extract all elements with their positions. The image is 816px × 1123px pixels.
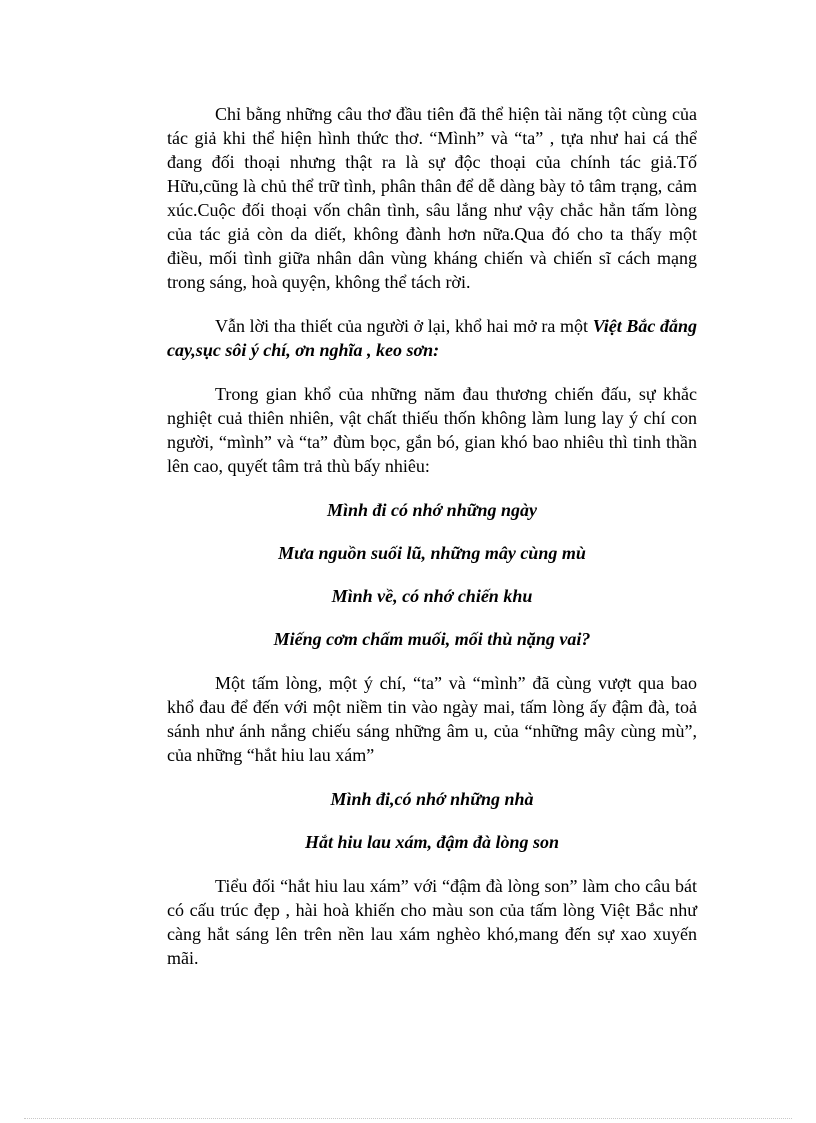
paragraph-5: Tiểu đối “hắt hiu lau xám” với “đậm đà lòng son” làm cho câu bát có cấu trúc đẹp , hài hoà khiến cho màu son của tấm lòng Việt Bắc như càng hắt sáng lên trên nền lau xám nghèo khó,mang đến sự xao xuyến mãi.: [167, 876, 697, 968]
paragraph-2-text: Vẫn lời tha thiết của người ở lại, khổ hai mở ra một: [215, 316, 593, 336]
paragraph-4: Một tấm lòng, một ý chí, “ta” và “mình” đã cùng vượt qua bao khổ đau để đến với một niềm tin vào ngày mai, tấm lòng ấy đậm đà, toả sánh như ánh nắng chiếu sáng những âm u, của “những mây cùng mù”, của những “hắt hiu lau xám”: [167, 673, 697, 765]
poem-stanza-2: [167, 787, 697, 854]
poem-stanza-1: [167, 498, 697, 651]
poem-line: Mình đi,có nhớ những nhà: [330, 789, 534, 809]
poem-line: Mình đi có nhớ những ngày: [326, 500, 537, 520]
paragraph-2: [167, 314, 697, 362]
page-bottom-divider: [24, 1118, 792, 1119]
poem-line: Mưa nguồn suối lũ, những mây cùng mù: [278, 543, 586, 563]
document-page: [167, 102, 697, 990]
poem-line: Miếng cơm chấm muối, mối thù nặng vai?: [273, 629, 591, 649]
poem-line: Mình về, có nhớ chiến khu: [331, 586, 533, 606]
paragraph-2-emphasis: Việt Bắc đắng cay,sục sôi ý chí, ơn nghĩa , keo sơn:: [167, 316, 697, 360]
paragraph-3: Trong gian khổ của những năm đau thương chiến đấu, sự khắc nghiệt cuả thiên nhiên, vật chất thiếu thốn không làm lung lay ý chí con người, “mình” và “ta” đùm bọc, gắn bó, gian khó bao nhiêu thì tinh thần lên cao, quyết tâm trả thù bấy nhiêu:: [167, 384, 697, 476]
poem-line: Hắt hiu lau xám, đậm đà lòng son: [304, 832, 560, 852]
paragraph-1: Chỉ bằng những câu thơ đầu tiên đã thể hiện tài năng tột cùng của tác giả khi thể hiện hình thức thơ. “Mình” và “ta” , tựa như hai cá thể đang đối thoại nhưng thật ra là sự độc thoại của chính tác giả.Tố Hữu,cũng là chủ thể trữ tình, phân thân để dễ dàng bày tỏ tâm trạng, cảm xúc.Cuộc đối thoại vốn chân tình, sâu lắng như vậy chắc hẳn tấm lòng của tác giả còn da diết, không đành hơn nữa.Qua đó cho ta thấy một điều, mối tình giữa nhân dân vùng kháng chiến và chiến sĩ cách mạng trong sáng, hoà quyện, không thể tách rời.: [167, 104, 697, 292]
